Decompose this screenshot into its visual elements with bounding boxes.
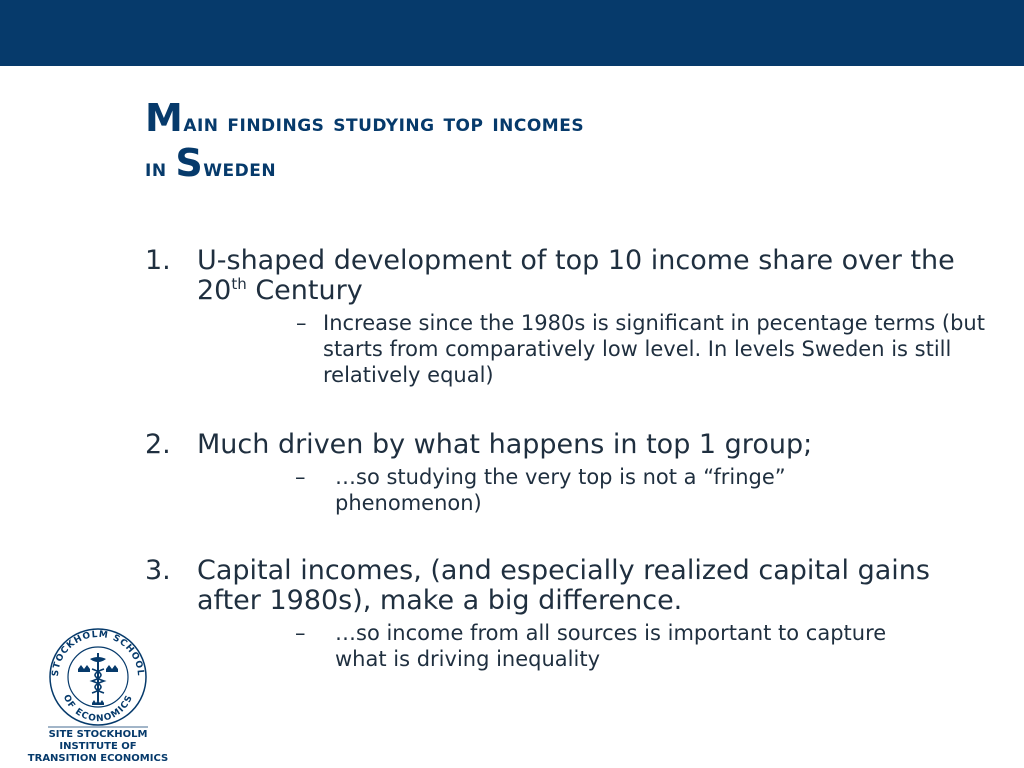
item-number: 2. bbox=[145, 429, 171, 460]
title-line-1: Main findings studying top incomes bbox=[145, 96, 585, 140]
sub-point-text: …so studying the very top is not a “fringe” phenomenon) bbox=[335, 465, 786, 515]
header-bar bbox=[0, 0, 1024, 66]
item-number: 1. bbox=[145, 245, 171, 276]
list-item bbox=[145, 246, 985, 388]
list-item bbox=[145, 430, 985, 516]
dash-bullet: – bbox=[295, 621, 306, 645]
slide-title bbox=[145, 98, 965, 188]
findings-list bbox=[145, 246, 985, 672]
sub-point bbox=[145, 310, 985, 388]
sub-point-text: Increase since the 1980s is significant in pecentage terms (but starts from comparatively low level. In levels Sweden is still relatively equal) bbox=[323, 311, 985, 387]
dash-bullet: – bbox=[295, 465, 306, 489]
list-item bbox=[145, 556, 985, 672]
item-text: Capital incomes, (and especially realized capital gains after 1980s), make a big difference. bbox=[197, 555, 930, 616]
item-number: 3. bbox=[145, 555, 171, 586]
svg-text:STOCKHOLM SCHOOL: STOCKHOLM SCHOOL bbox=[50, 629, 146, 677]
logo-caption: SITE STOCKHOLM INSTITUTE OF TRANSITION ECONOMICS bbox=[27, 729, 169, 764]
item-text: Much driven by what happens in top 1 group; bbox=[197, 429, 813, 460]
item-text: U-shaped development of top 10 income share over the 20th Century bbox=[197, 245, 955, 306]
title-line-2: in Sweden bbox=[145, 141, 277, 185]
seal-emblem-icon bbox=[18, 625, 178, 729]
sub-point bbox=[145, 464, 985, 516]
dash-bullet: – bbox=[296, 311, 307, 335]
svg-text:OF ECONOMICS: OF ECONOMICS bbox=[60, 693, 136, 725]
sub-point bbox=[145, 620, 985, 672]
sub-point-text: …so income from all sources is important to capture what is driving inequality bbox=[335, 621, 887, 671]
institution-logo bbox=[18, 625, 178, 764]
